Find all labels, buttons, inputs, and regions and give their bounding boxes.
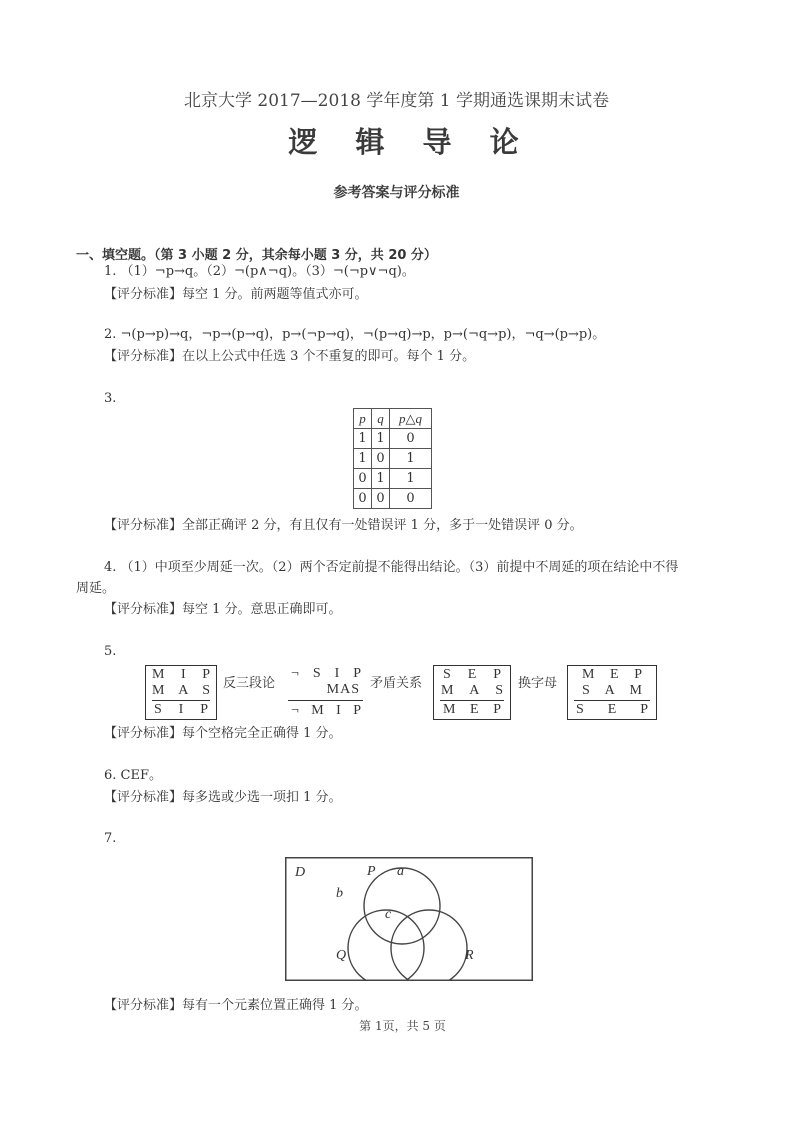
cell: 0 [354, 469, 372, 489]
term: I [334, 666, 340, 681]
conclusion-line [152, 700, 210, 701]
cell: 1 [390, 449, 432, 469]
venn-diagram-svg [285, 857, 533, 981]
term: M [443, 702, 456, 717]
q6-criteria: 【评分标准】每多选或少选一项扣 1 分。 [104, 790, 342, 805]
syllogism-box-2 [433, 665, 511, 720]
table-row [354, 489, 432, 509]
cell: 0 [372, 449, 390, 469]
term: E [467, 667, 477, 682]
label-swap-letters: 换字母 [518, 676, 558, 691]
term: P [634, 667, 642, 682]
term: P [202, 667, 210, 682]
term: S [576, 702, 584, 717]
venn-diagram [285, 857, 533, 981]
term: I [178, 702, 184, 717]
page-footer: 第 1页，共 5 页 [359, 1019, 446, 1033]
term: A [178, 683, 189, 698]
q5-criteria: 【评分标准】每个空格完全正确得 1 分。 [104, 726, 342, 741]
syllogism-plain [288, 666, 363, 720]
truth-table-header [354, 409, 432, 429]
table-row [354, 469, 432, 489]
term: A [604, 683, 615, 698]
table-row [354, 449, 432, 469]
header-q: q [372, 409, 390, 429]
q3-criteria: 【评分标准】全部正确评 2 分，有且仅有一处错误评 1 分，多于一处错误评 0 分。 [104, 518, 583, 533]
q2-answer: 2. ¬(p→p)→q，¬p→(p→q)，p→(¬p→q)，¬(p→q)→p，p→(¬q→p)，¬q→(p→p)。 [104, 327, 606, 342]
term: S [154, 702, 162, 717]
q5-number: 5. [104, 644, 117, 659]
exam-header: 北京大学 2017—2018 学年度第 1 学期通选课期末试卷 [184, 91, 609, 111]
course-title: 逻 辑 导 论 [288, 125, 533, 159]
label-c: c [385, 907, 392, 922]
conclusion-line [288, 700, 363, 701]
universe-rect [286, 858, 533, 981]
term: M [582, 667, 595, 682]
truth-table [353, 408, 432, 509]
term: A [469, 683, 480, 698]
label-D: D [295, 865, 306, 880]
label-contradiction: 矛盾关系 [370, 676, 423, 691]
q7-number: 7. [104, 831, 117, 846]
term: M [152, 683, 165, 698]
q4-criteria: 【评分标准】每空 1 分。意思正确即可。 [104, 602, 342, 617]
q2-criteria: 【评分标准】在以上公式中任选 3 个不重复的即可。每个 1 分。 [104, 349, 476, 364]
cell: 0 [372, 489, 390, 509]
label-Q: Q [336, 948, 347, 963]
q7-criteria: 【评分标准】每有一个元素位置正确得 1 分。 [104, 998, 368, 1013]
term: M [311, 703, 324, 718]
q1-answer [104, 263, 415, 281]
q3-number: 3. [104, 391, 117, 406]
cell: 0 [390, 429, 432, 449]
conclusion-line [574, 700, 650, 701]
term: I [180, 667, 186, 682]
label-anti-syllogism: 反三段论 [223, 676, 276, 691]
header-p-delta-q: p△q [390, 409, 432, 429]
term: P [353, 703, 361, 718]
cell: 0 [390, 489, 432, 509]
term: I [336, 703, 341, 718]
negation: ¬ [291, 703, 299, 718]
conclusion-line [440, 700, 504, 701]
q6-answer: 6. CEF。 [104, 768, 162, 783]
term: P [353, 666, 361, 681]
syllogism-box-3 [567, 665, 657, 720]
q1-criteria: 【评分标准】每空 1 分。前两题等值式亦可。 [104, 287, 368, 302]
term: S [202, 683, 210, 698]
circle-R [391, 910, 467, 981]
cell: 1 [390, 469, 432, 489]
term: S [312, 666, 321, 681]
cell: 1 [372, 469, 390, 489]
term: S [495, 683, 503, 698]
q4-answer-line2: 周延。 [76, 581, 116, 596]
term: E [610, 667, 619, 682]
term: P [493, 702, 501, 717]
label-b: b [336, 886, 343, 901]
term: S [582, 683, 590, 698]
negation: ¬ [291, 666, 299, 681]
section-heading: 一、填空题。（第 3 小题 2 分，其余每小题 3 分，共 20 分） [76, 248, 437, 263]
term: M [441, 683, 454, 698]
cell: 0 [354, 489, 372, 509]
label-R: R [465, 948, 474, 963]
answer-key-subtitle: 参考答案与评分标准 [333, 185, 460, 201]
term: E [470, 702, 479, 717]
term: M [629, 683, 642, 698]
cell: 1 [354, 429, 372, 449]
premise-mas: MAS [326, 682, 360, 697]
term: P [640, 702, 648, 717]
term: P [200, 702, 208, 717]
label-P: P [367, 864, 376, 879]
syllogism-box-1 [145, 665, 217, 720]
header-p: p [354, 409, 372, 429]
q4-answer-line1: 4. （1）中项至少周延一次。（2）两个否定前提不能得出结论。（3）前提中不周延的项在结论中不得 [104, 560, 679, 575]
table-row [354, 429, 432, 449]
term: P [493, 667, 501, 682]
term: S [443, 667, 451, 682]
label-a: a [397, 864, 404, 879]
term: E [607, 702, 617, 717]
q1-answer-text: 1. （1）¬p→q。（2）¬(p∧¬q)。（3）¬(¬p∨¬q)。 [104, 264, 415, 279]
cell: 1 [354, 449, 372, 469]
cell: 1 [372, 429, 390, 449]
term: M [152, 667, 165, 682]
